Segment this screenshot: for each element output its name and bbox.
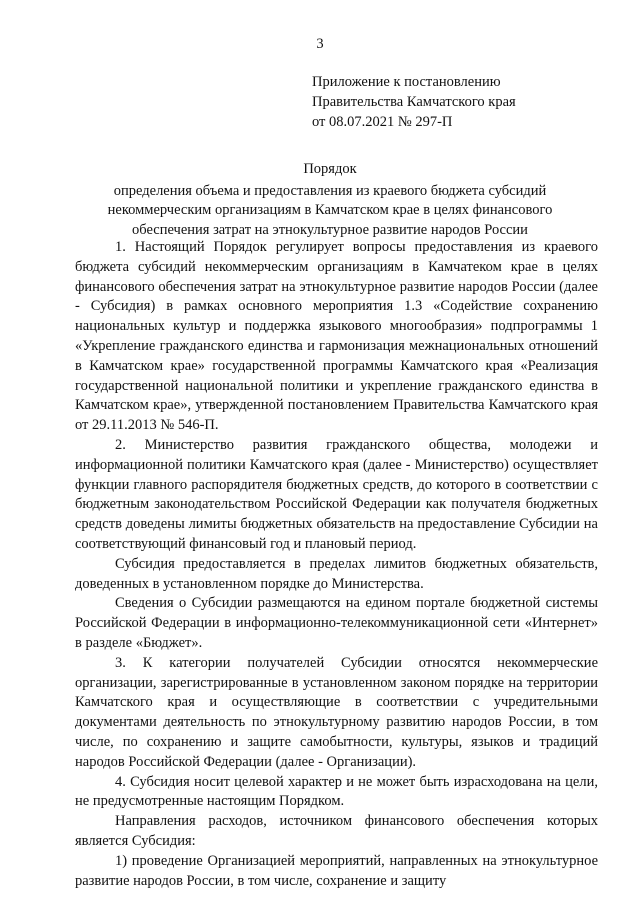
paragraph-3: Субсидия предоставляется в пределах лимитов бюджетных обязательств, доведенных в установленном порядке до Министерства. (75, 555, 598, 592)
paragraph-4: Сведения о Субсидии размещаются на едином портале бюджетной системы Российской Федерации в информационно-телекоммуникационной сети «Интернет» в разделе «Бюджет». (75, 595, 598, 651)
appendix-line-3: от 08.07.2021 № 297-П (312, 114, 453, 130)
document-title (80, 160, 580, 240)
title-heading: Порядок (303, 161, 357, 177)
paragraph-5: 3. К категории получателей Субсидии относятся некоммерческие организации, зарегистрированные в установленном законом порядке на территории Камчатского края и осуществляющие в соответствии с учредительными документами деятельность по этнокультурному развитию народов России, в том числе, по сохранению и защите самобытности, культуры, языков и традиций народов Российской Федерации (далее - Организации). (75, 654, 598, 770)
paragraph-1: 1. Настоящий Порядок регулирует вопросы предоставления из краевого бюджета субсидий некоммерческим организациям в Камчатеком крае в целях финансового обеспечения затрат на этнокультурное развитие народов России (далее - Субсидия) в рамках основного мероприятия 1.3 «Содействие сохранению национальных культур и поддержка языкового многообразия» подпрограммы 1 «Укрепление гражданского единства и гармонизация межнациональных отношений в Камчатском крае» государственной программы Камчатского края «Реализация государственной национальной политики и укрепление гражданского единства в Камчатском крае», утвержденной постановлением Правительства Камчатского края от 29.11.2013 № 546-П. (75, 239, 598, 434)
document-body (75, 238, 598, 891)
paragraph-7: Направления расходов, источником финансового обеспечения которых является Субсидия: (75, 813, 598, 849)
paragraph-6: 4. Субсидия носит целевой характер и не может быть израсходована на цели, не предусмотренные настоящим Порядком. (75, 773, 598, 810)
appendix-line-1: Приложение к постановлению (312, 74, 501, 90)
appendix-header (312, 72, 516, 132)
appendix-line-2: Правительства Камчатского края (312, 94, 516, 110)
paragraph-8: 1) проведение Организацией мероприятий, направленных на этнокультурное развитие народов России, в том числе, сохранение и защиту (75, 852, 598, 889)
page-number: 3 (316, 36, 324, 52)
title-subtitle: определения объема и предоставления из краевого бюджета субсидий некоммерческим организациям в Камчатском крае в целях финансового обеспечения затрат на этнокультурное развитие народов России (107, 182, 553, 238)
paragraph-2: 2. Министерство развития гражданского общества, молодежи и информационной политики Камчатского края (далее - Министерство) осуществляет функции главного распорядителя бюджетных средств, до которого в соответствии с бюджетным законодательством Российской Федерации как получателя бюджетных средств доведены лимиты бюджетных обязательств на предоставление Субсидии на соответствующий финансовый год и плановый период. (75, 436, 598, 552)
